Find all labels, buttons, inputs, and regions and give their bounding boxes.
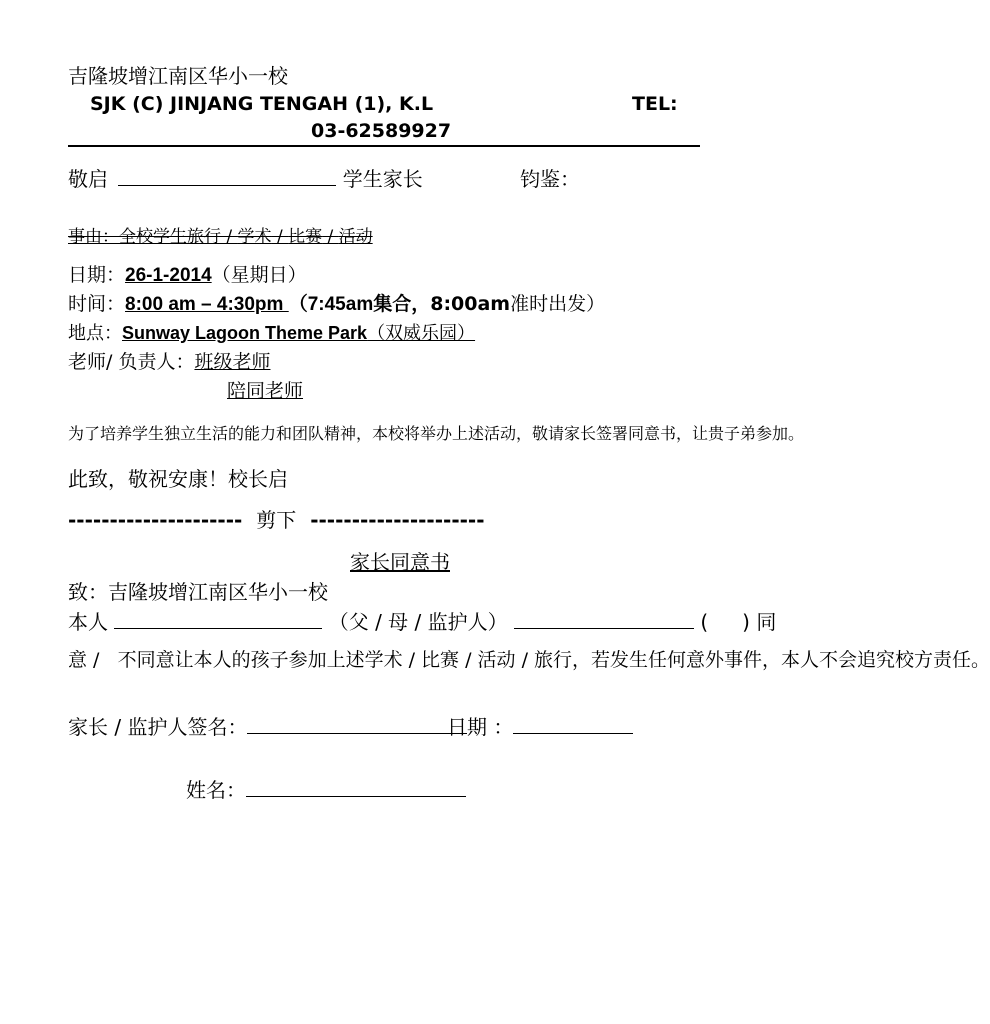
- consent-recipient: 致：吉隆坡增江南区华小一校: [68, 580, 328, 604]
- place-line: [68, 322, 475, 345]
- teacher-label: 老师/ 负责人：: [68, 351, 195, 373]
- time-depart: 集合，8:00am: [373, 293, 511, 315]
- cut-dashes-left: ---------------------: [68, 508, 243, 532]
- consent-agree-start: 同: [756, 610, 777, 634]
- addressee-line: [68, 167, 423, 191]
- body-paragraph: 为了培养学生独立生活的能力和团队精神，本校将举办上述活动，敬请家长签署同意书，让贵子弟参加。: [68, 424, 805, 443]
- consent-date-label: 日期 ：: [447, 715, 514, 739]
- subject-line: [68, 226, 373, 248]
- subject-option-competition: 比赛: [288, 227, 323, 247]
- guardian-role: （父 / 母 / 监护人）: [328, 610, 508, 634]
- closing-line: 此致，敬祝安康！校长启: [68, 467, 288, 491]
- date-weekday: （星期日）: [211, 264, 307, 286]
- consent-self-label: 本人: [68, 610, 108, 634]
- addressee-prefix: 敬启: [68, 167, 108, 191]
- date-field: [447, 715, 633, 739]
- cut-line: [68, 508, 485, 532]
- student-name-blank: [118, 167, 336, 186]
- cut-dashes-right: ---------------------: [310, 508, 485, 532]
- parent-name-blank[interactable]: [114, 610, 322, 629]
- signature-blank[interactable]: [247, 715, 467, 734]
- consent-terms: 不同意让本人的孩子参加上述学术 / 比赛 / 活动 / 旅行，若发生任何意外事件，本人不会追究校方责任。: [117, 649, 990, 671]
- time-label: 时间：: [68, 293, 126, 315]
- subject-text: 全校学生旅行: [119, 227, 221, 247]
- tel-number: 03-62589927: [311, 120, 452, 142]
- addressee-salutation: 钧鉴：: [520, 167, 580, 191]
- name-label: 姓名：: [186, 778, 246, 802]
- consent-date-blank[interactable]: [513, 715, 633, 734]
- teacher-line: [68, 350, 270, 374]
- signature-line: [68, 715, 467, 739]
- subject-label: 事由：: [68, 227, 119, 247]
- time-value: 8:00 am – 4:30pm: [125, 294, 289, 315]
- school-name-chinese: 吉隆坡增江南区华小一校: [68, 64, 288, 88]
- name-line: [186, 778, 466, 802]
- consent-title: 家长同意书: [350, 550, 450, 574]
- time-gather: （7:45am: [288, 294, 374, 315]
- subject-sep: /: [221, 227, 238, 247]
- consent-agree-end: 意 /: [68, 649, 100, 671]
- teacher-value: 班级老师: [194, 351, 271, 373]
- subject-sep: /: [322, 227, 339, 247]
- subject-sep: /: [271, 227, 289, 247]
- child-name-blank[interactable]: [514, 610, 694, 629]
- consent-line-2: [68, 648, 990, 672]
- name-blank[interactable]: [246, 778, 466, 797]
- consent-line-1: [68, 610, 776, 634]
- signature-label: 家长 / 监护人签名：: [68, 715, 248, 739]
- place-label: 地点：: [68, 323, 122, 344]
- cut-label: 剪下: [256, 508, 297, 532]
- teacher-value-2: 陪同老师: [227, 380, 304, 402]
- place-chinese: （双威乐园）: [367, 323, 476, 344]
- time-note: 准时出发）: [510, 293, 606, 315]
- subject-option-academic: 学术: [237, 227, 272, 247]
- date-value: 26-1-2014: [125, 265, 212, 286]
- school-name: SJK (C) JINJANG TENGAH (1), K.L: [90, 93, 434, 115]
- date-line: [68, 263, 307, 288]
- time-line: [68, 292, 605, 317]
- place-value: Sunway Lagoon Theme Park: [122, 323, 368, 343]
- subject-option-activity: 活动: [338, 227, 373, 247]
- class-close-paren: ): [742, 610, 750, 634]
- class-open-paren: (: [700, 610, 709, 634]
- tel-label: TEL:: [632, 93, 678, 115]
- addressee-parents: 学生家长: [342, 167, 423, 191]
- header-divider: [68, 145, 700, 147]
- date-label: 日期：: [68, 264, 126, 286]
